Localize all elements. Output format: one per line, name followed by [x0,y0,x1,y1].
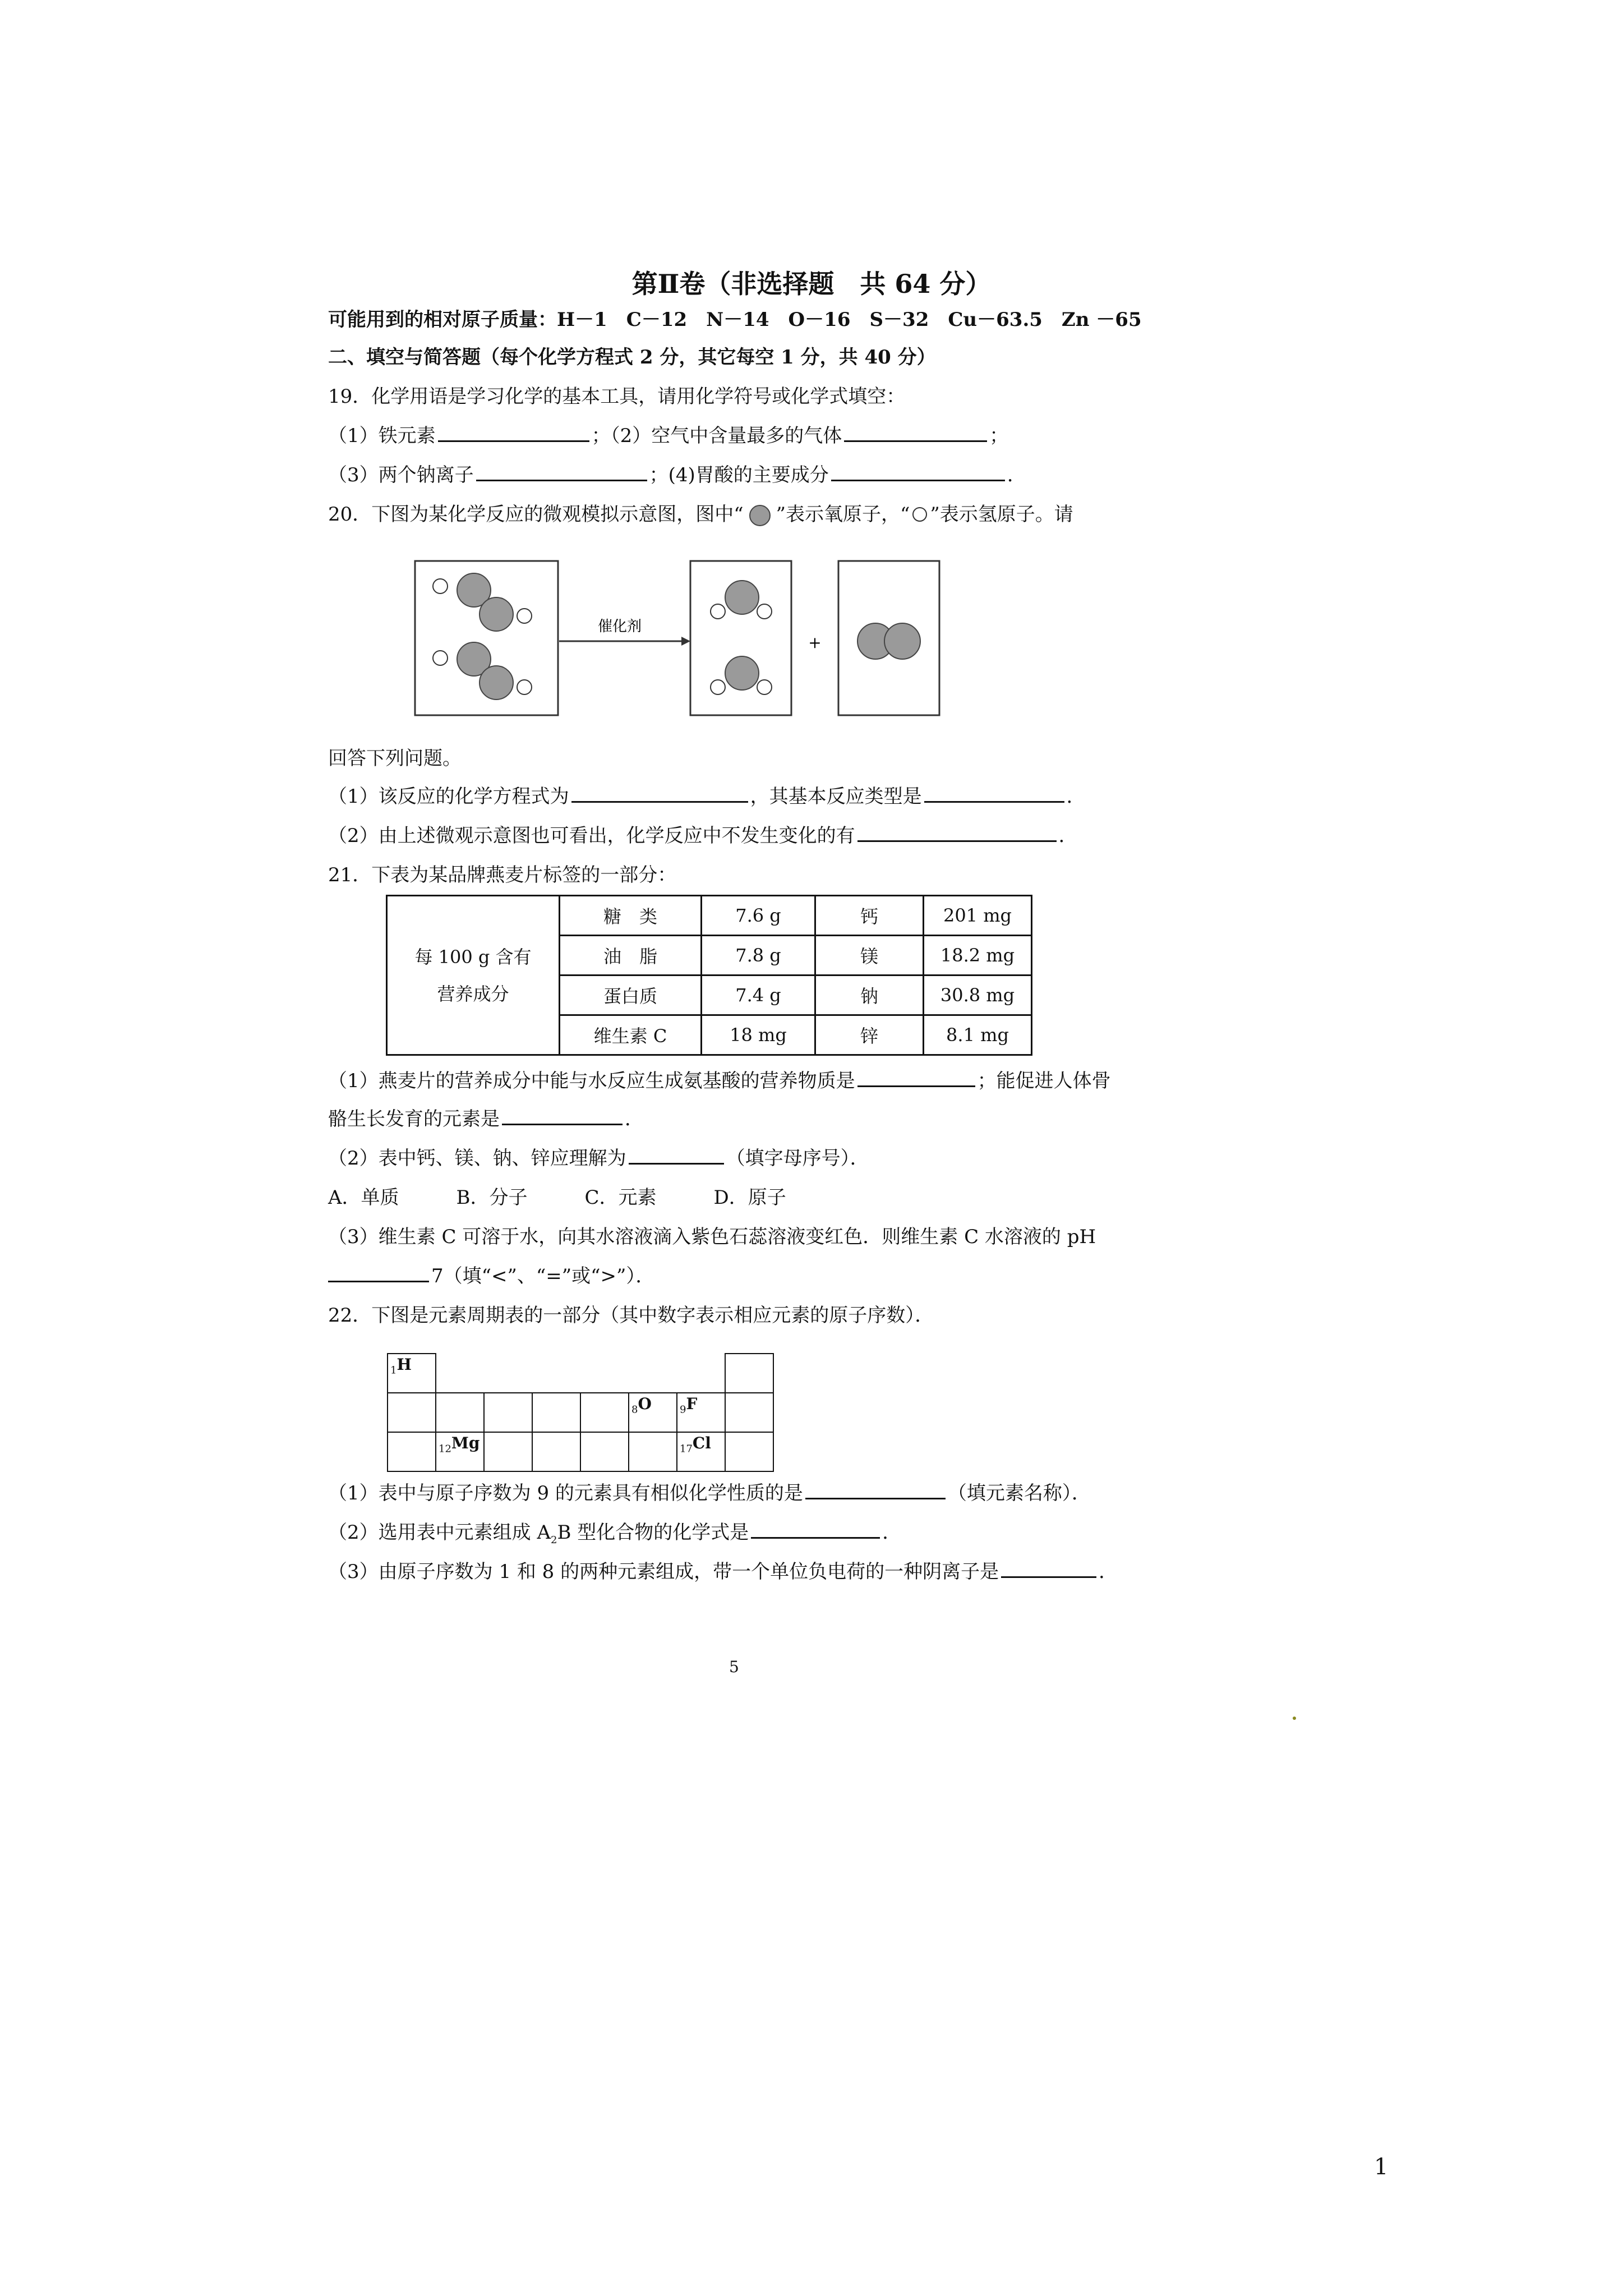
q22-p1a: （1）表中与原子序数为 9 的元素具有相似化学性质的是 [328,1482,803,1504]
element-mg: $_{12}$Mg [436,1432,484,1471]
q21-p1a: （1）燕麦片的营养成分中能与水反应生成氨基酸的营养物质是 [328,1070,855,1092]
q22-line2 [328,1520,901,1553]
table-cell [388,1393,436,1432]
scan-speck [1293,1717,1296,1720]
table-cell: 201 mg [924,896,1032,936]
answer-blank[interactable] [805,1481,946,1499]
table-cell: 18 mg [702,1015,815,1055]
table-cell: 18.2 mg [924,936,1032,976]
oxygen-atom-legend-icon [744,504,776,527]
table-cell [484,1393,532,1432]
page-number: 5 [729,1658,739,1676]
q21-line1 [328,1069,1111,1093]
q21-p1c: 骼生长发育的元素是 [328,1108,500,1130]
answer-blank[interactable] [751,1520,880,1539]
answer-blank[interactable] [438,424,589,442]
table-cell: 镁 [815,936,924,976]
table-cell: 钠 [815,976,924,1015]
table-cell: 钙 [815,896,924,936]
answer-blank[interactable] [571,784,748,803]
answer-blank[interactable] [502,1107,623,1125]
q20-answer-intro: 回答下列问题。 [328,747,462,770]
q20-p2b: ． [1058,825,1078,847]
table-cell: 糖 类 [560,896,702,936]
reaction-diagram [412,558,973,726]
q20-p1c: ． [1066,785,1086,808]
q20-stem [328,502,1073,527]
table-cell [436,1393,484,1432]
answer-blank[interactable] [831,463,1005,481]
q19-p1a: （1）铁元素 [328,425,436,447]
hydrogen-atom-legend-icon [910,505,930,526]
table-cell [580,1393,629,1432]
table-cell [532,1393,580,1432]
element-o: $_8$O [629,1393,677,1432]
q21-line2 [328,1146,869,1171]
element-h: $_1$H [388,1354,436,1393]
table-cell: 蛋白质 [560,976,702,1015]
answer-blank[interactable] [924,784,1064,803]
answer-blank[interactable] [476,463,647,481]
page-title: 第Ⅱ卷（非选择题 共 64 分） [631,269,992,299]
q22-line3 [328,1559,1118,1584]
q20-p1a: （1）该反应的化学方程式为 [328,785,569,808]
element-cl: $_{17}$Cl [677,1432,725,1471]
q22-p1b: （填元素名称）． [947,1482,1091,1504]
table-cell [725,1354,773,1393]
q19-p1b: ；（2）空气中含量最多的气体 [591,425,842,447]
table-cell: 7.8 g [702,936,815,976]
table-cell: 7.4 g [702,976,815,1015]
table-cell [629,1432,677,1471]
q20-p2a: （2）由上述微观示意图也可看出，化学反应中不发生变化的有 [328,825,855,847]
q21-stem: 21．下表为某品牌燕麦片标签的一部分： [328,864,677,886]
plus-sign: + [808,633,822,652]
q20-line2 [328,823,1078,848]
q19-stem: 19．化学用语是学习化学的基本工具，请用化学符号或化学式填空： [328,385,906,408]
answer-blank[interactable] [857,1069,975,1087]
q19-line1 [328,424,1008,448]
table-cell [725,1393,773,1432]
table-cell: 维生素 C [560,1015,702,1055]
q21-p2a: （2）表中钙、镁、钠、锌应理解为 [328,1147,626,1170]
q22-p2a: （2）选用表中元素组成 A [328,1521,551,1544]
atomic-masses: 可能用到的相对原子质量：H－1 C－12 N－14 O－16 S－32 Cu－63.5 Zn －65 [328,309,1142,331]
corner-page-number: 1 [1374,2154,1389,2180]
table-cell: 7.6 g [702,896,815,936]
q20-stem-b: ”表示氧原子，“ [776,503,910,526]
answer-blank[interactable] [1001,1559,1096,1578]
q21-p1d: ． [625,1108,644,1130]
table-cell [388,1432,436,1471]
q22-stem: 22．下图是元素周期表的一部分（其中数字表示相应元素的原子序数）． [328,1304,934,1327]
q22-line1 [328,1481,1091,1506]
nutrition-row-header: 每 100 g 含有 营养成分 [387,896,560,1055]
q21-options: A．单质 B．分子 C．元素 D．原子 [328,1186,786,1209]
table-cell [580,1432,629,1471]
section-header: 二、填空与简答题（每个化学方程式 2 分，其它每空 1 分，共 40 分） [328,346,936,369]
table-cell: 锌 [815,1015,924,1055]
q20-stem-a: 20．下图为某化学反应的微观模拟示意图，图中“ [328,503,744,526]
q21-p3b: 7（填“<”、“=”或“>”）． [431,1265,655,1287]
q19-p2a: （3）两个钠离子 [328,464,474,486]
nutrition-table [386,895,1032,1056]
table-cell: 30.8 mg [924,976,1032,1015]
periodic-table-excerpt [387,1353,774,1472]
q20-p1b: ，其基本反应类型是 [750,785,922,808]
answer-blank[interactable] [857,823,1057,842]
q20-stem-c: ”表示氢原子。请 [930,503,1073,526]
catalyst-label: 催化剂 [597,618,642,635]
table-cell: 油 脂 [560,936,702,976]
table-cell [484,1432,532,1471]
q21-line1b [328,1107,644,1131]
q21-line3: （3）维生素 C 可溶于水，向其水溶液滴入紫色石蕊溶液变红色．则维生素 C 水溶液的 pH [328,1226,1096,1248]
answer-blank[interactable] [844,424,987,442]
q21-p2b: （填字母序号）． [726,1147,869,1170]
table-cell: 8.1 mg [924,1015,1032,1055]
q22-p3a: （3）由原子序数为 1 和 8 的两种元素组成，带一个单位负电荷的一种阴离子是 [328,1561,999,1583]
answer-blank[interactable] [328,1264,429,1282]
q21-p1b: ；能促进人体骨 [977,1070,1111,1092]
q22-p2b: B 型化合物的化学式是 [557,1521,749,1544]
q19-p1c: ； [989,425,1009,447]
q21-line3b [328,1264,654,1289]
q19-line2 [328,463,1026,487]
table-cell [725,1432,773,1471]
q22-p3b: ． [1099,1561,1118,1583]
q19-p2b: ；(4)胃酸的主要成分 [649,464,829,486]
q22-p2c: ． [882,1521,902,1544]
product-oxygen-molecule [857,623,920,659]
element-f: $_9$F [677,1393,725,1432]
answer-blank[interactable] [629,1146,724,1165]
q19-p2c: ． [1007,464,1026,486]
table-cell [532,1432,580,1471]
subscript: 2 [551,1534,557,1546]
q20-line1 [328,784,1086,809]
